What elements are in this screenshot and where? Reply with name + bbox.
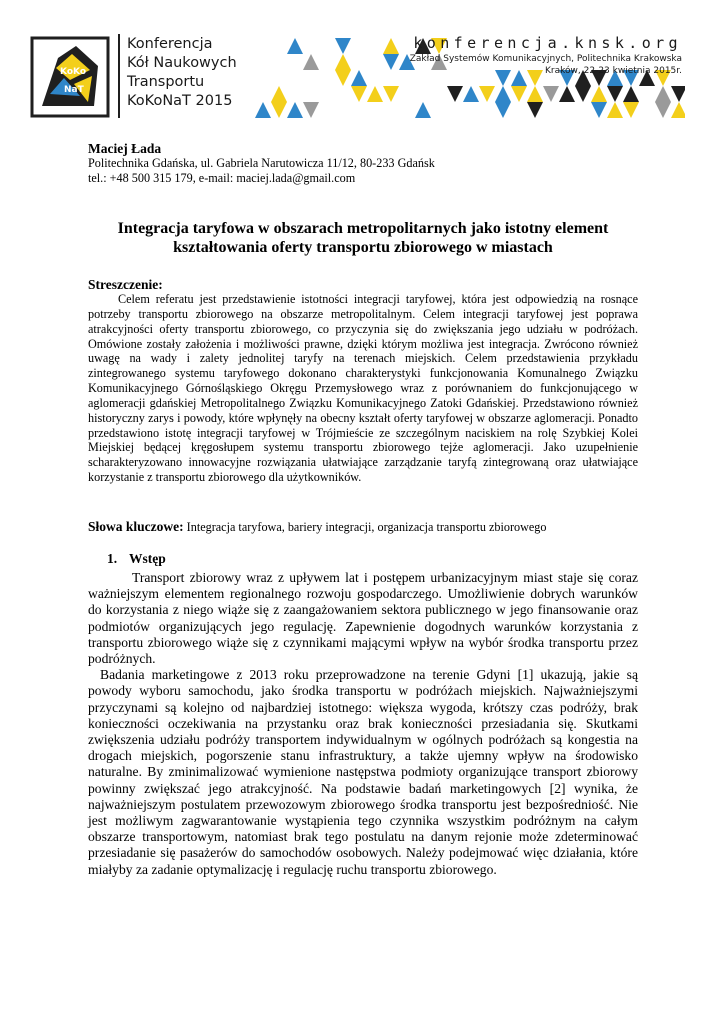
decorative-triangle [351, 86, 367, 102]
section-body [88, 570, 638, 878]
decorative-triangle [511, 70, 527, 86]
decorative-triangle [623, 86, 639, 102]
decorative-triangle [495, 70, 511, 86]
decorative-triangle [335, 54, 351, 70]
paper-title [88, 219, 638, 257]
paragraph: Badania marketingowe z 2013 roku przeprowadzone na terenie Gdyni [1] ukazują, jakie są powody wyboru samochodu, jako środka transportu w podróżach miejskich. Najważniejszymi przyczynami są kolejno od najbardziej istotnego: większa wygoda, krótszy czas podróży, brak konieczności oczekiwania na przystanku oraz brak konieczności przesiadania się. Skutkami zwiększenia udziału podróży transportem indywidualnym w ogólnych podróżach są kongestia na drogach miejskich, pogorszenie stanu infrastruktury, a także ujemny wpływ na środowisko naturalne. By zminimalizować wymienione następstwa podmioty organizujące transport zbiorowy powinny zwiększać jego atrakcyjność. Na podstawie badań marketingowych [2] wynika, że najważniejszym postulatem przewozowym zbiorowego środka transportu jest bezpośredniość. Nie jest możliwym zagwarantowanie wystąpienia tego czynnika wszystkim podróżnym na całym obszarze transportowym, natomiast brak tego postulatu na danym rejonie może zdeterminować przesiadanie się pasażerów do samochodów osobowych. Należy podejmować więc działania, które miałyby za zadanie optymalizację i regulację ruchu transportu zbiorowego. [88, 667, 638, 877]
decorative-triangle [511, 86, 527, 102]
decorative-triangle [463, 86, 479, 102]
decorative-triangle [287, 38, 303, 54]
decorative-triangle [607, 102, 623, 118]
svg-text:NaT: NaT [64, 85, 84, 95]
decorative-triangle [623, 102, 639, 118]
kokonat-logo [30, 36, 110, 118]
decorative-triangle [335, 70, 351, 86]
decorative-triangle [271, 86, 287, 102]
decorative-triangle [367, 86, 383, 102]
author-affiliation: Politechnika Gdańska, ul. Gabriela Narutowicza 11/12, 80-233 Gdańsk [88, 156, 435, 170]
decorative-triangle [495, 102, 511, 118]
decorative-triangle [335, 38, 351, 54]
svg-text:KoKo: KoKo [60, 67, 86, 77]
keywords-text: Integracja taryfowa, bariery integracji, organizacja transportu zbiorowego [186, 520, 547, 534]
conference-header [0, 0, 725, 128]
paper-title-line: Integracja taryfowa w obszarach metropolitarnych jako istotny element [117, 220, 609, 237]
abstract-heading: Streszczenie: [88, 277, 163, 292]
paragraph: Transport zbiorowy wraz z upływem lat i postępem urbanizacyjnym miast staje się coraz ważniejszym elementem regionalnego rozwoju gospodarczego. Umożliwienie dobrych warunków do korzystania z niego wiąże się z zaangażowaniem sektora publicznego w jego finansowanie oraz podmiotów organizujących jego regulację. Zapewnienie dogodnych warunków korzystania z transportu zbiorowego wiąże się z czynnikami mającymi wpływ na wybór środka transportu przez podróżnych. [88, 570, 638, 667]
decorative-triangle [271, 102, 287, 118]
section-heading [107, 551, 307, 567]
section-number: 1. [107, 551, 118, 566]
decorative-triangle [287, 102, 303, 118]
author-details [88, 156, 638, 186]
conference-title-line: Konferencja [127, 36, 213, 52]
decorative-triangle [655, 86, 671, 102]
decorative-triangle [527, 102, 543, 118]
decorative-triangle [559, 86, 575, 102]
decorative-triangle [351, 70, 367, 86]
paper-title-line: kształtowania oferty transportu zbiorowego w miastach [173, 239, 553, 256]
decorative-triangle [543, 86, 559, 102]
decorative-triangle [527, 70, 543, 86]
organizer-line: Zakład Systemów Komunikacyjnych, Politechnika Krakowska [409, 54, 682, 64]
decorative-triangle [671, 102, 685, 118]
author-name: Maciej Łada [88, 141, 162, 156]
decorative-triangle [303, 54, 319, 70]
author-contact: tel.: +48 500 315 179, e-mail: maciej.lada@gmail.com [88, 171, 356, 185]
decorative-triangle [255, 102, 271, 118]
keywords-label: Słowa kluczowe: [88, 519, 184, 534]
event-date-line: Kraków, 22-23 kwietnia 2015r. [545, 66, 682, 76]
decorative-triangle [415, 102, 431, 118]
conference-title-line: KoKoNaT 2015 [127, 93, 233, 109]
conference-title-line: Transportu [127, 74, 205, 90]
decorative-triangle [447, 86, 463, 102]
decorative-triangle [575, 86, 591, 102]
decorative-triangle [383, 38, 399, 54]
decorative-triangle [655, 102, 671, 118]
header-divider [118, 34, 120, 118]
decorative-triangle [303, 102, 319, 118]
abstract-text: Celem referatu jest przedstawienie istotności integracji taryfowej, która jest odpowiedzią na rosnące potrzeby transportu zbiorowego na obszarze metropolitalnym. Celem integracji taryfowej jest poprawa atrakcyjności oferty transportu zbiorowego, co przyczynia się do zwiększania jego udziału w podróżach. Omówione zostały założenia i możliwości prawne, dzięki którym możliwa jest integracja. Zwrócono również uwagę na wady i zalety jednolitej taryfy na terenach miejskich. Celem przedstawienia przykładu zintegrowanego systemu taryfowego dokonano charakterystyki funkcjonowania Komunalnego Związku Komunikacyjnego Górnośląskiego Okręgu Przemysłowego wraz z porównaniem do funkcjonującego w aglomeracji gdańskiej Metropolitalnego Związku Komunikacyjnego Zatoki Gdańskiej. Przedstawiono również historyczny zarys i powody, które wpłynęły na obecny kształt oferty taryfowej w obszarze aglomeracji. Ponadto przedstawiono istotę integracji taryfowej w Trójmieście ze szczególnym naciskiem na rolę Szybkiej Kolei Miejskiej będącej kręgosłupem systemu transportu zbiorowego tejże aglomeracji. Jako uzupełnienie scharakteryzowano innowacyjne rozwiązania ułatwiające zarządzanie taryfą zintegrowaną oraz ułatwiające korzystanie z transportu zbiorowego dla użytkowników. [88, 292, 638, 485]
conference-website: konferencja.knsk.org [413, 34, 682, 52]
decorative-triangle [479, 86, 495, 102]
decorative-triangle [591, 102, 607, 118]
keywords-line [88, 519, 638, 535]
decorative-triangle [671, 86, 685, 102]
section-title: Wstęp [129, 551, 166, 566]
decorative-triangle [591, 86, 607, 102]
conference-title-line: Kół Naukowych [127, 55, 237, 71]
decorative-triangle [495, 86, 511, 102]
decorative-triangle [607, 86, 623, 102]
decorative-triangle [383, 86, 399, 102]
decorative-triangle [383, 54, 399, 70]
decorative-triangle [527, 86, 543, 102]
